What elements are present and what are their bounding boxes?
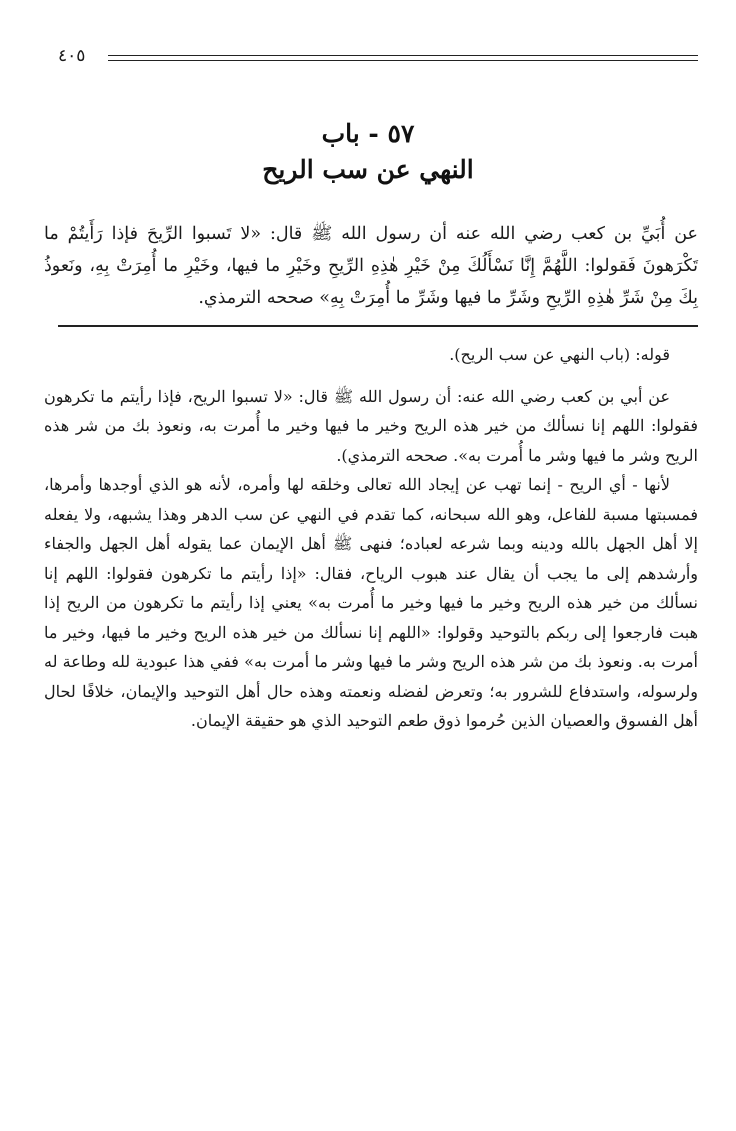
section-divider xyxy=(58,325,698,327)
chapter-number: ٥٧ - باب xyxy=(321,119,415,148)
page-number: ٤٠٥ xyxy=(58,46,86,66)
chapter-title: النهي عن سب الريح xyxy=(262,155,474,184)
commentary-heading: قوله: (باب النهي عن سب الريح). xyxy=(449,345,670,364)
commentary-explanation: لأنها - أي الريح - إنما تهب عن إيجاد الله تعالى وخلقه لها وأمره، لأنه هو الذي أوجدها وأمرها، فمسبتها مسبة للفاعل، وهو الله سبحانه، كما تقدم في النهي عن سب الدهر وهذا يشبهه، ولا يفعله إلا أهل الجهل بالله ودينه وبما شرعه لعباده؛ فنهى ﷺ أهل الإيمان عما يقوله أهل الجهل والجفاء وأرشدهم إلى ما يجب أن يقال عند هبوب الرياح، فقال: «إذا رأيتم ما تكرهون فقولوا: اللهم إنا نسألك من خير هذه الريح وخير ما فيها وخير ما أُمرت به» يعني إذا رأيتم ما تكرهون من الريح إذا هبت فارجعوا إلى ربكم بالتوحيد وقولوا: «اللهم إنا نسألك من خير هذه الريح وخير ما فيها، وخير ما أمرت به. ونعوذ بك من شر هذه الريح وشر ما فيها وشر ما أمرت به» ففي هذا عبودية لله وطاعة له ولرسوله، واستدفاع للشرور به؛ وتعرض لفضله ونعمته وهذه حال أهل التوحيد والإيمان، خلافًا لحال أهل الفسوق والعصيان الذين حُرموا ذوق طعم التوحيد الذي هو حقيقة الإيمان. xyxy=(44,475,699,730)
page-header xyxy=(58,44,698,68)
commentary xyxy=(44,340,698,736)
hadith-text: عن أُبَيِّ بن كعب رضي الله عنه أن رسول الله ﷺ قال: «لا تَسبوا الرِّيحَ فإذا رَأَيتُمْ ما تَكْرَهونَ فَقولوا: اللَّهُمَّ إِنَّا نَسْأَلُكَ مِنْ خَيْرِ هٰذِهِ الرِّيحِ وخَيْرِ ما فيها، وخَيْرِ ما أُمِرَتْ بِهِ، ونَعوذُ بِكَ مِنْ شَرِّ هٰذِهِ الرِّيحِ وشَرِّ ما فيها وشَرِّ ما أُمِرَتْ بِهِ» صححه الترمذي. xyxy=(44,223,698,308)
header-rule xyxy=(108,55,698,61)
commentary-hadith: عن أبي بن كعب رضي الله عنه: أن رسول الله ﷺ قال: «لا تسبوا الريح، فإذا رأيتم ما تكرهون فقولوا: اللهم إنا نسألك من خير هذه الريح وخير ما فيها وخير ما أُمرت به، ونعوذ بك من شر هذه الريح وشر ما فيها وشر ما أُمرت به». صححه الترمذي). xyxy=(44,386,698,465)
